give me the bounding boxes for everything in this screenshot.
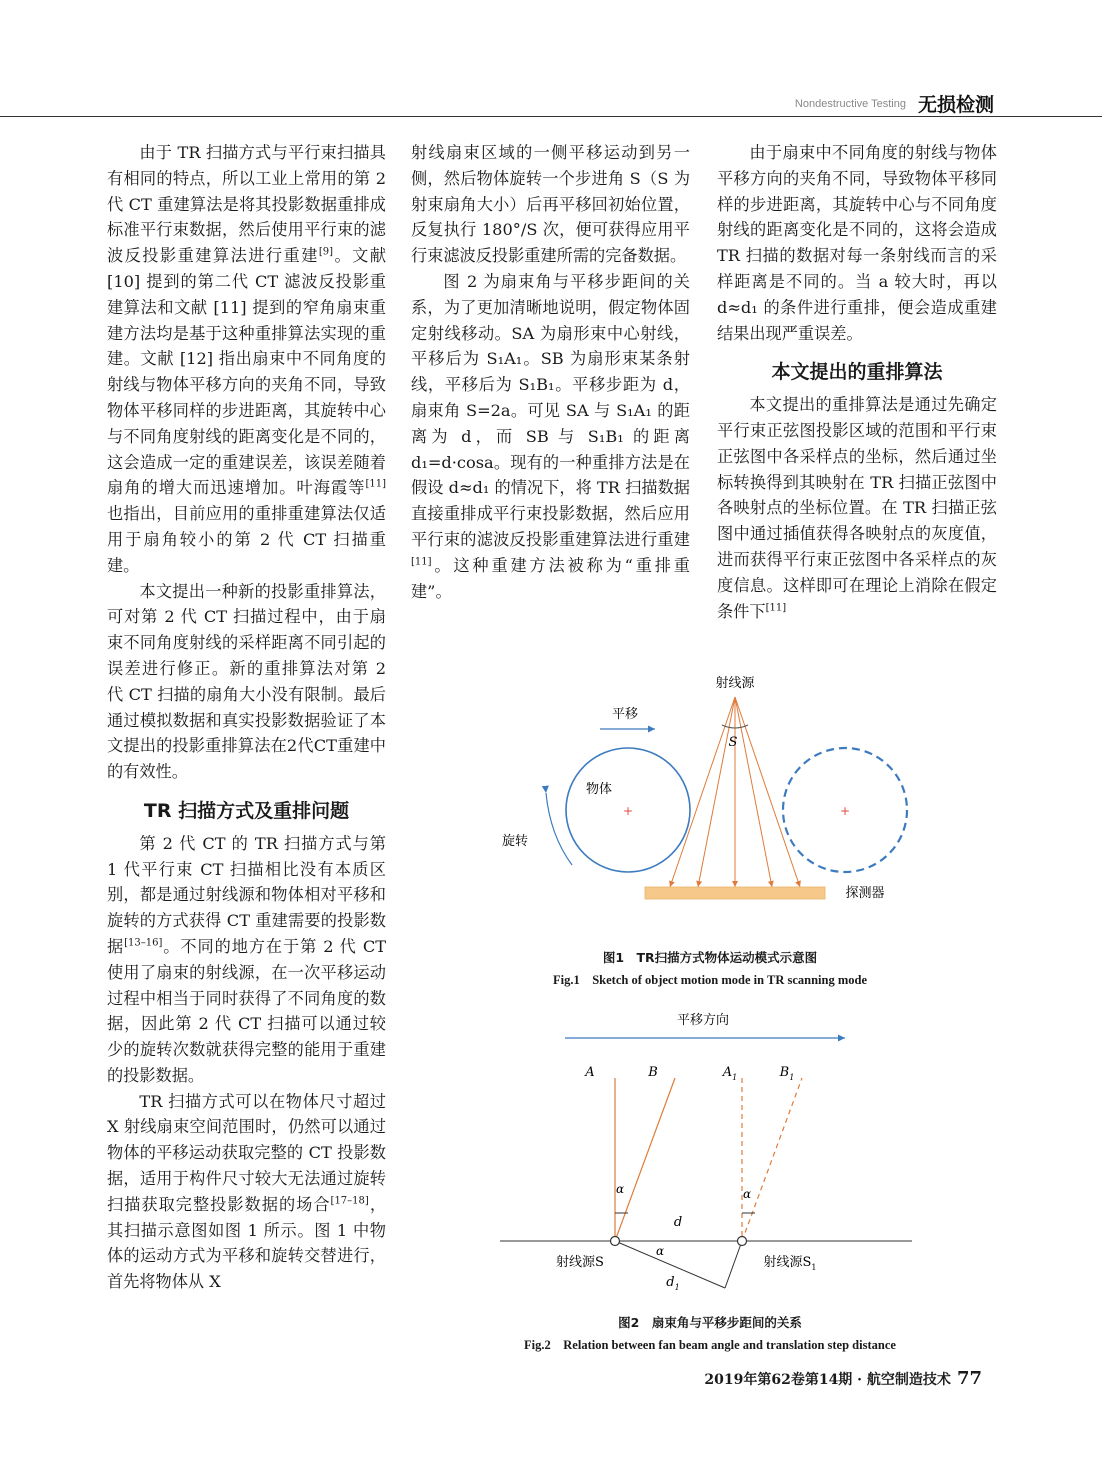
alpha-label: α xyxy=(615,1182,625,1196)
ray-SB xyxy=(615,1078,675,1241)
step-d-label: d xyxy=(673,1215,683,1230)
paragraph: 由于 TR 扫描方式与平行束扫描具有相同的特点，所以工业上常用的第 2 代 CT 重建算法是将其投影数据重排成标准平行束数据，然后使用平行束的滤波反投影重建算法进行重建[9]。文献 [10] 提到的第二代 CT 滤波反投影重建算法和文献 [11] 提到的窄角扇束重建方法均是基于这种重排算法实现的重建。文献 [12] 指出扇束中不同角度的射线与物体平移方向的夹角不同，导致物体平移同样的步进距离，其旋转中心与不同角度射线的距离变化是不同的，这会造成一定的重建误差，该误差随着扇角的增大而迅速增加。叶海霞等[11]也指出，目前应用的重排重建算法仅适用于扇角较小的第 2 代 CT 扫描重建。 xyxy=(107,143,387,575)
paragraph: TR 扫描方式可以在物体尺寸超过 X 射线扇束空间范围时，仍然可以通过物体的平移运动获取完整的 CT 投影数据，适用于构件尺寸较大无法通过旋转扫描获取完整投影数据的场合[17–18]，其扫描示意图如图 1 所示。图 1 中物体的运动方式为平移和旋转交替进行，首先将物体从 X xyxy=(107,1091,387,1292)
paragraph: 由于扇束中不同角度的射线与物体平移方向的夹角不同，导致物体平移同样的步进距离，其旋转中心与不同角度射线的距离变化是不同的，这将会造成 TR 扫描的数据对每一条射线而言的采样距离是不同的。当 a 较大时，再以 d≈d₁ 的条件进行重排，便会造成重建结果出现严重误差。 xyxy=(717,143,997,343)
perpendicular-line xyxy=(725,1241,742,1288)
text-column-3 xyxy=(717,140,997,624)
source-label: 射线源 xyxy=(715,676,755,691)
citation[interactable]: [17–18] xyxy=(330,1195,369,1207)
figure-2-caption-cn: 图2 扇束角与平移步距间的关系 xyxy=(618,1315,802,1330)
translate-label: 平移 xyxy=(611,707,639,722)
ray-line xyxy=(735,697,772,887)
detector-label: 探测器 xyxy=(845,886,885,901)
paragraph: 射线扇束区域的一侧平移运动到另一侧，然后物体旋转一个步进角 S（S 为射束扇角大小）后再平移回初始位置，反复执行 180°/S 次，便可获得应用平行束滤波反投影重建所需的完备数据。 xyxy=(411,143,690,266)
text-column-2 xyxy=(411,140,690,604)
paragraph: 本文提出的重排算法是通过先确定平行束正弦图投影区域的范围和平行束正弦图中各采样点的坐标，然后通过坐标转换得到其映射在 TR 扫描正弦图中各映射点的坐标位置。在 TR 扫描正弦图中通过插值获得各映射点的灰度值，进而获得平行束正弦图中各采样点的灰度信息。这样即可在理论上消除在假定条件下[11] xyxy=(717,395,997,621)
figure-1-caption-en: Fig.1 Sketch of object motion mode in TR scanning mode xyxy=(552,973,867,987)
source-S-label: 射线源S xyxy=(556,1255,604,1270)
citation[interactable]: [9] xyxy=(318,246,334,258)
section-heading: TR 扫描方式及重排问题 xyxy=(143,799,350,822)
rotate-label: 旋转 xyxy=(501,834,529,849)
distance-d1-label: $d_1$ xyxy=(666,1275,680,1292)
ray-line xyxy=(698,697,735,887)
detector-bar xyxy=(645,887,825,899)
fan-angle-label: S xyxy=(728,735,738,750)
label-A: A xyxy=(585,1065,595,1080)
rotate-arrow xyxy=(546,793,572,865)
label-B1: $B_1$ xyxy=(779,1065,795,1082)
figure-2-diagram xyxy=(400,1003,1020,1303)
section-heading: 本文提出的重排算法 xyxy=(771,361,943,384)
paragraph: 本文提出一种新的投影重排算法，可对第 2 代 CT 扫描过程中，由于扇束不同角度射线的采样距离不同引起的误差进行修正。新的重排算法对第 2 代 CT 扫描的扇角大小没有限制。最后通过模拟数据和真实投影数据验证了本文提出的投影重排算法在2代CT重建中的有效性。 xyxy=(107,581,386,782)
alpha-label: α xyxy=(742,1187,752,1201)
figure-1-caption-cn: 图1 TR扫描方式物体运动模式示意图 xyxy=(602,950,818,965)
figure-2-caption-en: Fig.2 Relation between fan beam angle and translation step distance xyxy=(524,1338,896,1352)
ray-line xyxy=(670,697,735,887)
paragraph: 第 2 代 CT 的 TR 扫描方式与第 1 代平行束 CT 扫描相比没有本质区别，都是通过射线源和物体相对平移和旋转的方式获得 CT 重建需要的投影数据[13–16]。不同的地方在于第 2 代 CT 使用了扇束的射线源，在一次平移运动过程中相当于同时获得了不同角度的数据，因此第 2 代 CT 扫描可以通过较少的旋转次数就获得完整的能用于重建的投影数据。 xyxy=(107,833,387,1085)
alpha-label: α xyxy=(655,1244,665,1258)
direction-label: 平移方向 xyxy=(676,1013,730,1028)
paragraph: 图 2 为扇束角与平移步距间的关系，为了更加清晰地说明，假定物体固定射线移动。SA 为扇形束中心射线，平移后为 S₁A₁。SB 为扇形束某条射线，平移后为 S₁B₁。平移步距为 d，扇束角 S=2a。可见 SA 与 S₁A₁ 的距离为 d，而 SB 与 S₁B₁ 的距离 d₁=d·cosa。现有的一种重排方法是在假设 d≈d₁ 的情况下，将 TR 扫描数据直接重排成平行束投影数据，然后应用平行束的滤波反投影重建算法进行重建[11]。这种重建方法被称为“重排重建”。 xyxy=(411,271,690,601)
source-point-S1 xyxy=(738,1237,747,1246)
journal-name-cn: 无损检测 xyxy=(917,94,994,116)
text-column-1 xyxy=(107,140,386,1295)
center-mark: + xyxy=(622,804,634,818)
page-header xyxy=(0,0,1102,120)
label-B: B xyxy=(648,1065,658,1080)
page-footer xyxy=(704,1368,982,1389)
citation[interactable]: [11] xyxy=(411,556,432,568)
citation[interactable]: [11] xyxy=(365,478,386,490)
ray-line xyxy=(735,697,800,887)
citation[interactable]: [13–16] xyxy=(124,937,163,949)
center-mark: + xyxy=(839,804,851,818)
journal-name-en: Nondestructive Testing xyxy=(794,98,906,110)
page-number: 77 xyxy=(956,1368,982,1389)
source-point-S xyxy=(611,1237,620,1246)
figure-1-diagram xyxy=(400,665,1020,935)
header-rule xyxy=(0,116,1102,117)
source-S1-label: 射线源$S_1$ xyxy=(763,1255,817,1272)
label-A1: $A_1$ xyxy=(722,1065,738,1082)
citation[interactable]: [11] xyxy=(765,602,787,614)
object-label: 物体 xyxy=(585,782,613,797)
ray-S1B1 xyxy=(742,1078,802,1241)
issue-info: 2019年第62卷第14期 · 航空制造技术 xyxy=(704,1372,951,1388)
